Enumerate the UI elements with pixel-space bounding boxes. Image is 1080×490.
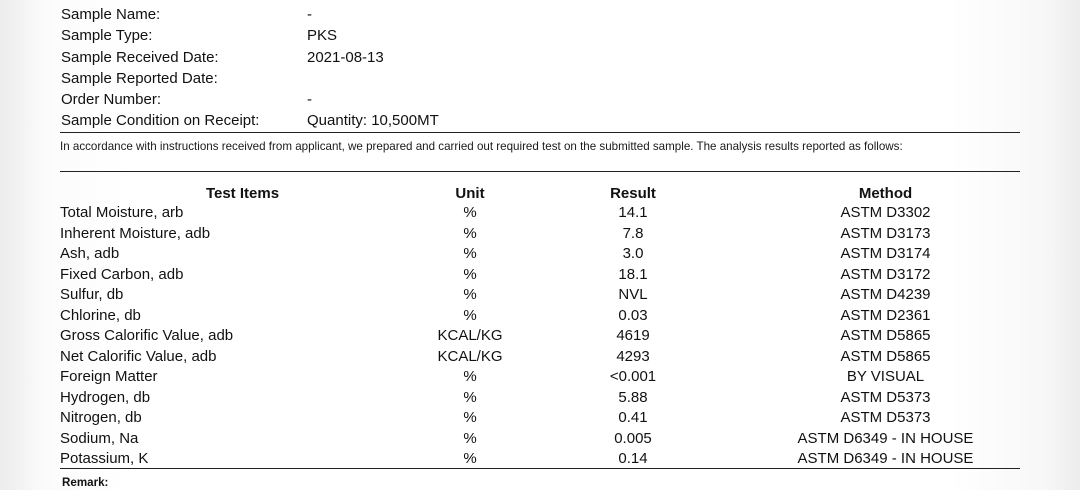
test-item: Potassium, K [60,450,149,467]
test-item: Gross Calorific Value, adb [60,327,234,344]
results-table [60,185,1020,470]
received-date-value: 2021-08-13 [307,48,384,66]
test-item: Chlorine, db [60,306,141,324]
test-item: Inherent Moisture, adb [60,224,211,242]
analysis-statement: In accordance with instructions received from applicant, we prepared and carried out required test on the submitted sample. The analysis results reported as follows: [60,140,903,153]
sample-name-label: Sample Name: [61,6,161,23]
method-cell: ASTM D6349 - IN HOUSE [797,429,974,447]
method-cell: BY VISUAL [846,368,925,385]
sample-condition-value: Quantity: 10,500MT [307,112,439,130]
unit-cell: % [463,224,477,242]
unit-cell: % [463,265,477,283]
table-row [60,326,1020,347]
table-row [60,408,1020,429]
method-cell: ASTM D5865 [840,327,931,344]
table-row [60,347,1020,368]
result-cell: 14.1 [618,204,648,221]
method-cell: ASTM D5373 [840,388,931,406]
test-item: Total Moisture, arb [60,204,184,221]
table-row [60,244,1020,265]
unit-cell: % [463,388,477,406]
result-cell: 4619 [616,327,650,344]
test-item: Foreign Matter [60,368,158,385]
unit-cell: % [463,286,477,303]
test-item: Hydrogen, db [60,388,151,406]
result-cell: 18.1 [618,265,648,283]
table-row [60,285,1020,306]
test-item: Sulfur, db [60,286,124,303]
result-cell: 0.03 [618,306,648,324]
table-row [60,224,1020,245]
test-item: Ash, adb [60,245,120,262]
sample-condition-label: Sample Condition on Receipt: [61,112,260,130]
method-cell: ASTM D6349 - IN HOUSE [797,450,974,467]
method-cell: ASTM D2361 [840,306,931,324]
method-cell: ASTM D5373 [840,409,931,426]
reported-date-label: Sample Reported Date: [61,69,218,87]
result-cell: 3.0 [622,245,644,262]
header-result: Result [610,185,656,202]
test-item: Fixed Carbon, adb [60,265,184,283]
mid-divider [60,171,1020,172]
result-cell: 7.8 [622,224,644,242]
remark-label: Remark: [62,476,109,489]
table-row [60,367,1020,388]
received-date-label: Sample Received Date: [61,48,219,66]
method-cell: ASTM D3174 [840,245,931,262]
table-row [60,306,1020,327]
unit-cell: % [463,306,477,324]
test-item: Net Calorific Value, adb [60,347,217,365]
method-cell: ASTM D5865 [840,347,931,365]
unit-cell: KCAL/KG [437,327,503,344]
order-number-value: - [307,91,312,109]
table-row [60,449,1020,470]
result-cell: 0.005 [614,429,652,447]
method-cell: ASTM D3173 [840,224,931,242]
order-number-label: Order Number: [61,91,162,109]
header-test-items [60,185,425,203]
table-header-row [60,185,1020,203]
sample-name-value: - [307,6,312,23]
result-cell: NVL [618,286,648,303]
header-test-items-text: Test Items [205,185,280,202]
result-cell: 0.14 [618,450,648,467]
unit-cell: % [463,204,477,221]
result-cell: 5.88 [618,388,648,406]
method-cell: ASTM D3172 [840,265,931,283]
table-row [60,429,1020,450]
table-row [60,265,1020,286]
unit-cell: % [463,409,477,426]
sample-type-label: Sample Type: [61,27,153,45]
unit-cell: % [463,450,477,467]
unit-cell: % [463,368,477,385]
top-divider [60,132,1020,133]
unit-cell: KCAL/KG [437,347,503,365]
unit-cell: % [463,245,477,262]
header-unit: Unit [455,185,485,202]
method-cell: ASTM D3302 [840,204,931,221]
result-cell: <0.001 [609,368,657,385]
table-row [60,388,1020,409]
sample-type-value: PKS [307,27,338,45]
method-cell: ASTM D4239 [840,286,931,303]
result-cell: 4293 [616,347,650,365]
table-row [60,203,1020,224]
test-item: Nitrogen, db [60,409,142,426]
header-method: Method [858,185,913,202]
result-cell: 0.41 [618,409,648,426]
bottom-divider [60,468,1020,469]
test-item: Sodium, Na [60,429,139,447]
unit-cell: % [463,429,477,447]
